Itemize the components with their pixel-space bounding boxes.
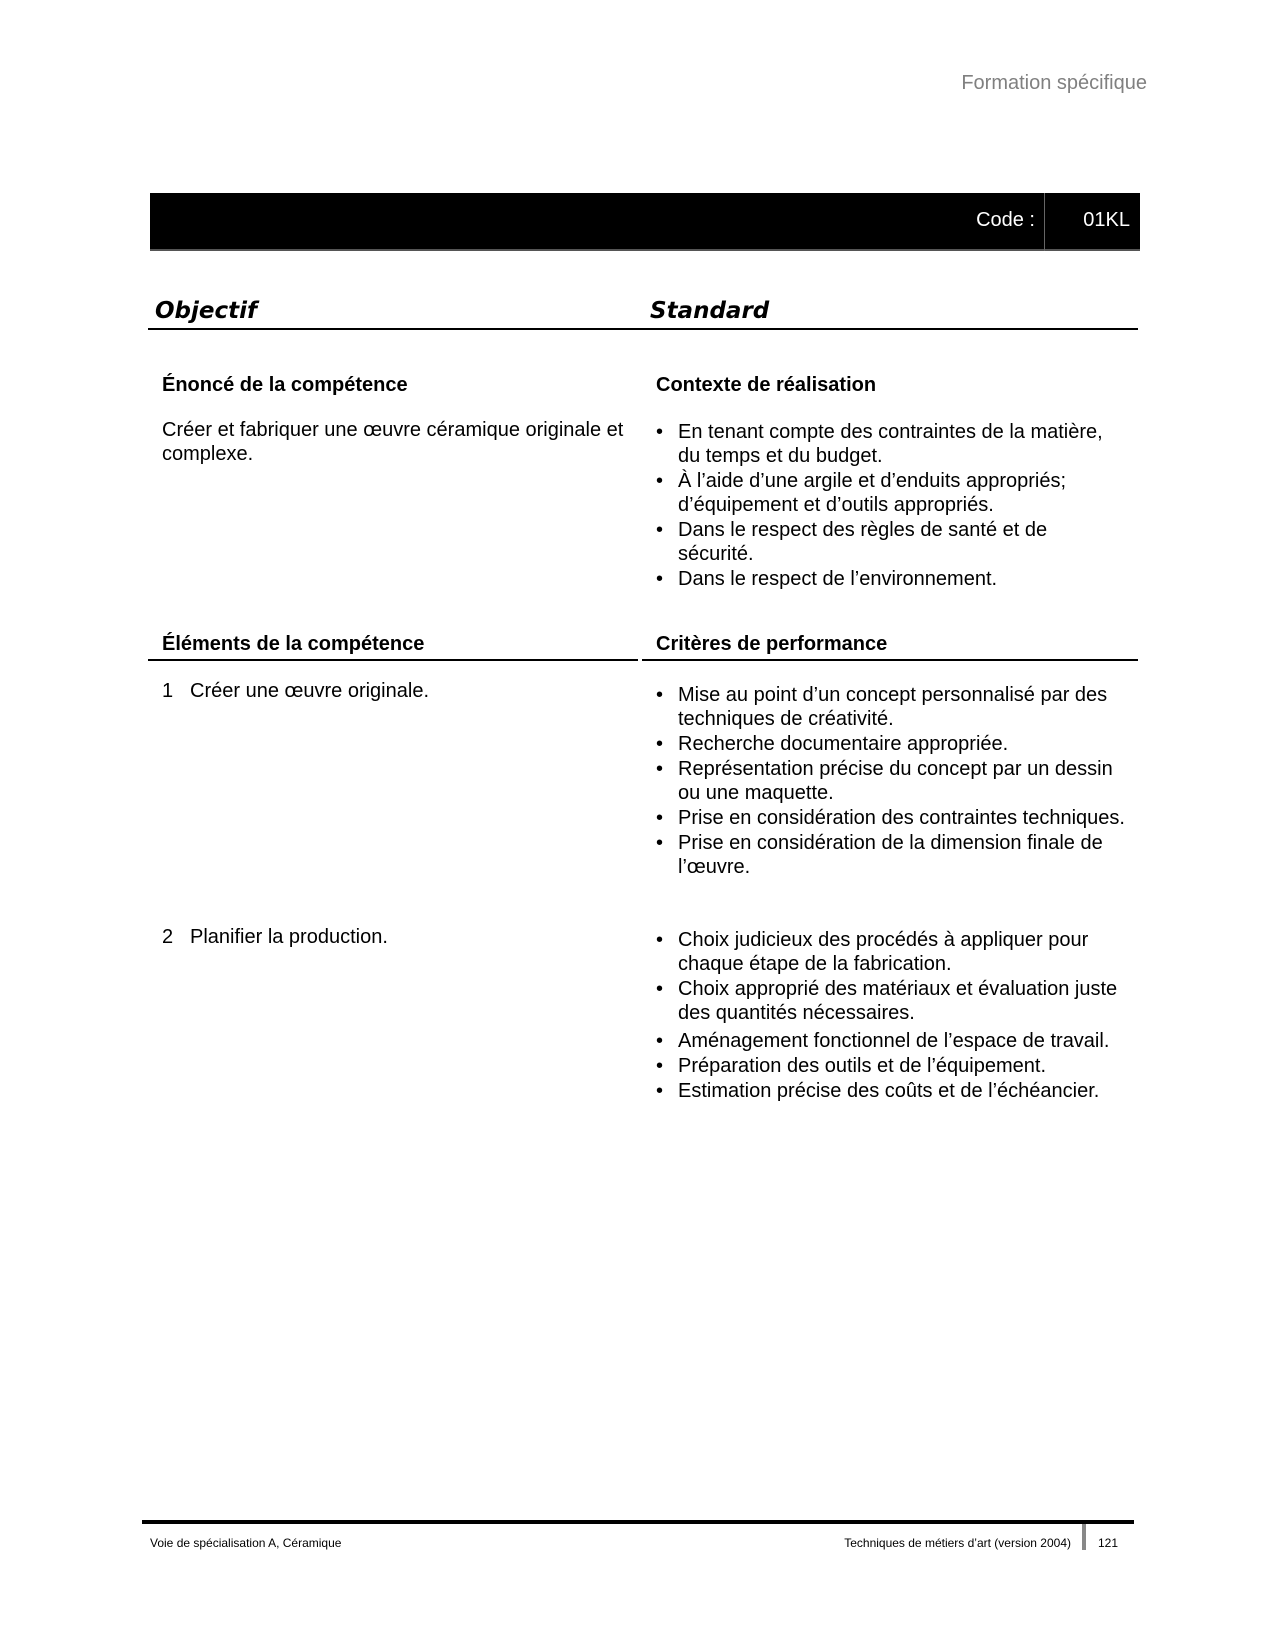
criteria-list-2: [656, 928, 1126, 1104]
context-list: [656, 420, 1126, 592]
context-item: • Dans le respect de l’environnement.: [656, 567, 1126, 591]
element-label: Créer une œuvre originale.: [190, 680, 429, 702]
context-item: • À l’aide d’une argile et d’enduits appropriés; d’équipement et d’outils appropriés.: [656, 469, 1126, 517]
competence-title: Énoncé de la compétence: [162, 374, 408, 396]
element-number: 2: [162, 926, 174, 948]
criteria-item: • Estimation précise des coûts et de l’échéancier.: [656, 1079, 1126, 1103]
footer-right: Techniques de métiers d’art (version 2004): [844, 1536, 1071, 1550]
code-divider: [1044, 193, 1045, 251]
criteria-item: • Recherche documentaire appropriée.: [656, 732, 1126, 756]
footer-rule: [142, 1520, 1134, 1524]
criteria-rule: [642, 659, 1138, 661]
element-number: 1: [162, 680, 174, 702]
page-number: 121: [1098, 1536, 1119, 1550]
running-header: Formation spécifique: [961, 72, 1147, 94]
competence-statement: Créer et fabriquer une œuvre céramique originale et complexe.: [162, 419, 624, 465]
criteria-title: Critères de performance: [656, 633, 888, 655]
elements-title: Éléments de la compétence: [162, 633, 425, 655]
heading-rule: [148, 328, 1138, 330]
footer-divider: [1082, 1524, 1086, 1550]
criteria-item: • Mise au point d’un concept personnalisé par des techniques de créativité.: [656, 683, 1126, 731]
criteria-item: • Préparation des outils et de l’équipement.: [656, 1054, 1126, 1078]
element-1: [162, 680, 429, 703]
element-label: Planifier la production.: [190, 926, 388, 948]
code-value: 01KL: [1083, 209, 1130, 231]
criteria-item: • Choix approprié des matériaux et évaluation juste des quantités nécessaires.: [656, 977, 1126, 1025]
code-label: Code :: [976, 209, 1035, 231]
criteria-item: • Aménagement fonctionnel de l’espace de travail.: [656, 1029, 1126, 1053]
context-item: • Dans le respect des règles de santé et de sécurité.: [656, 518, 1126, 566]
column-heading-objectif: Objectif: [155, 298, 258, 324]
criteria-item: • Prise en considération de la dimension finale de l’œuvre.: [656, 831, 1126, 879]
criteria-item: • Représentation précise du concept par un dessin ou une maquette.: [656, 757, 1126, 805]
criteria-item: • Choix judicieux des procédés à appliquer pour chaque étape de la fabrication.: [656, 928, 1126, 976]
elements-rule: [148, 659, 638, 661]
footer-left: Voie de spécialisation A, Céramique: [150, 1536, 342, 1550]
code-bar: [150, 193, 1140, 251]
context-title: Contexte de réalisation: [656, 374, 877, 396]
element-2: [162, 926, 388, 949]
criteria-item: • Prise en considération des contraintes techniques.: [656, 806, 1126, 830]
context-item: • En tenant compte des contraintes de la matière, du temps et du budget.: [656, 420, 1126, 468]
criteria-list-1: [656, 683, 1126, 880]
column-heading-standard: Standard: [650, 298, 770, 324]
